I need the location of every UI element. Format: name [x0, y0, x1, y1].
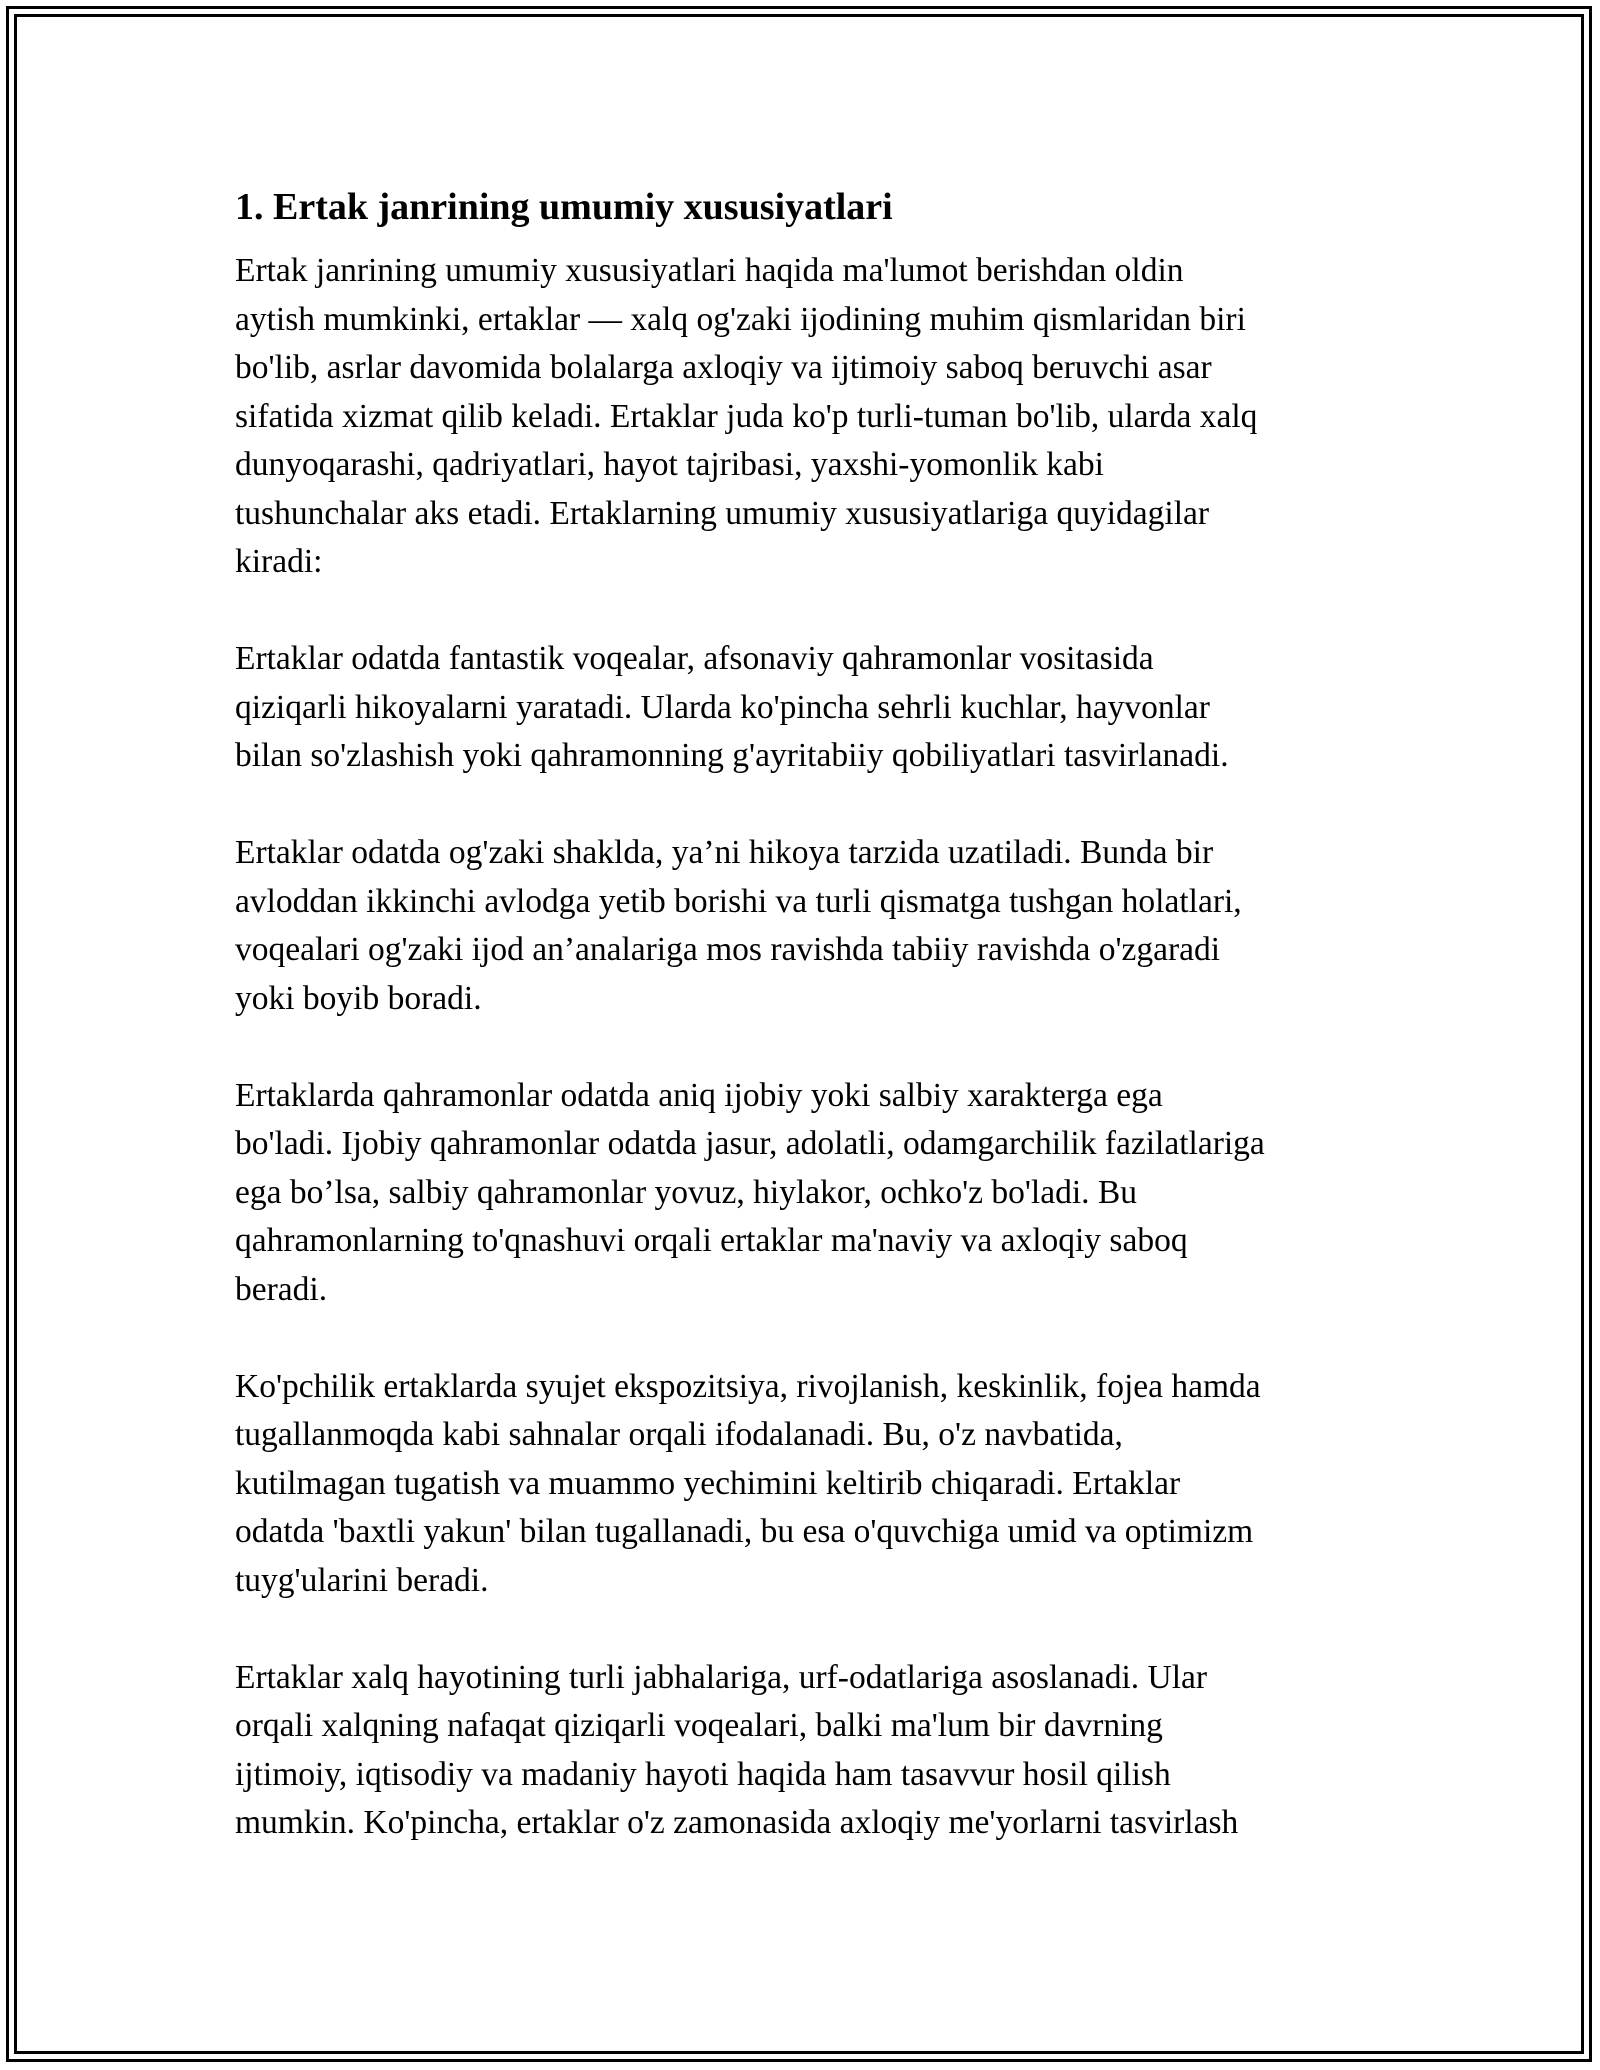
- section-heading: 1. Ertak janrining umumiy xususiyatlari: [235, 186, 893, 228]
- paragraph-folk-life: Ertaklar xalq hayotining turli jabhalariga, urf-odatlariga asoslanadi. Ular orqali xalqning nafaqat qiziqarli voqealari, balki ma'lum bir davrning ijtimoiy, iqtisodiy va madaniy hayoti haqida ham tasavvur hosil qilish mumkin. Ko'pincha, ertaklar o'z zamonasida axloqiy me'yorlarni tasvirlash: [235, 1658, 1239, 1841]
- paragraph-characters: Ertaklarda qahramonlar odatda aniq ijobiy yoki salbiy xarakterga ega bo'ladi. Ijobiy qahramonlar odatda jasur, adolatli, odamgarchilik fazilatlariga ega bo’lsa, salbiy qahramonlar yovuz, hiylakor, ochko'z bo'ladi. Bu qahramonlarning to'qnashuvi orqali ertaklar ma'naviy va axloqiy saboq beradi.: [235, 1076, 1265, 1308]
- document-body: [235, 185, 1385, 1896]
- paragraph-fantastic-events: Ertaklar odatda fantastik voqealar, afsonaviy qahramonlar vositasida qiziqarli hikoyalarni yaratadi. Ularda ko'pincha sehrli kuchlar, hayvonlar bilan so'zlashish yoki qahramonning g'ayritabiiy qobiliyatlari tasvirlanadi.: [235, 640, 1229, 774]
- paragraph-oral-tradition: Ertaklar odatda og'zaki shaklda, ya’ni hikoya tarzida uzatiladi. Bunda bir avloddan ikkinchi avlodga yetib borishi va turli qismatga tushgan holatlari, voqealari og'zaki ijod an’analariga mos ravishda tabiiy ravishda o'zgaradi yoki boyib boradi.: [235, 834, 1242, 1017]
- paragraph-intro: Ertak janrining umumiy xususiyatlari haqida ma'lumot berishdan oldin aytish mumkinki, ertaklar — xalq og'zaki ijodining muhim qismlaridan biri bo'lib, asrlar davomida bolalarga axloqiy va ijtimoiy saboq beruvchi asar sifatida xizmat qilib keladi. Ertaklar juda ko'p turli-tuman bo'lib, ularda xalq dunyoqarashi, qadriyatlari, hayot tajribasi, yaxshi-yomonlik kabi tushunchalar aks etadi. Ertaklarning umumiy xususiyatlariga quyidagilar kiradi:: [235, 252, 1258, 580]
- paragraph-plot-structure: Ko'pchilik ertaklarda syujet ekspozitsiya, rivojlanish, keskinlik, fojea hamda tugallanmoqda kabi sahnalar orqali ifodalanadi. Bu, o'z navbatida, kutilmagan tugatish va muammo yechimini keltirib chiqaradi. Ertaklar odatda 'baxtli yakun' bilan tugallanadi, bu esa o'quvchiga umid va optimizm tuyg'ularini beradi.: [235, 1367, 1261, 1599]
